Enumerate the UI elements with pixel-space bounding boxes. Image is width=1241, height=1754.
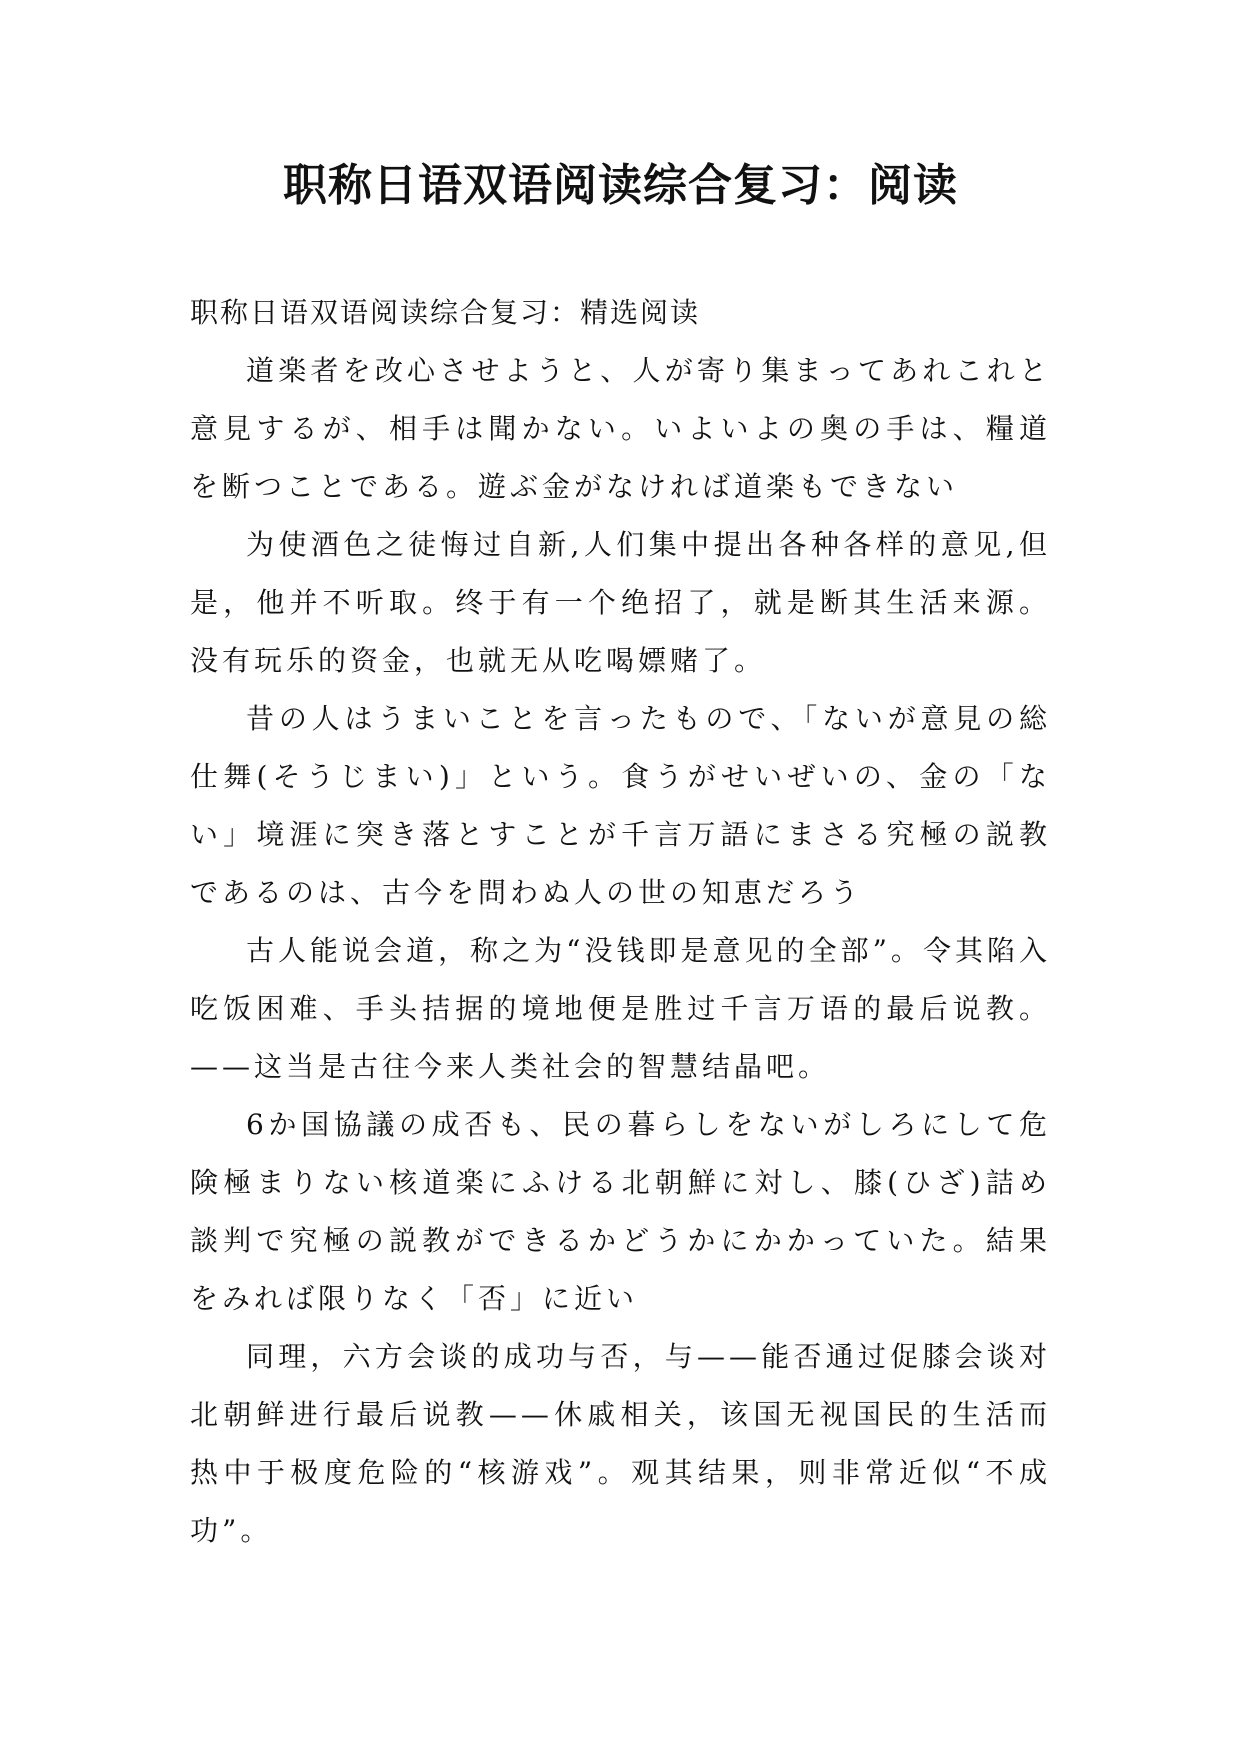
paragraph-japanese-1: 道楽者を改心させようと、人が寄り集まってあれこれと意見するが、相手は聞かない。いよいよの奥の手は、糧道を断つことである。遊ぶ金がなければ道楽もできない: [190, 354, 1051, 503]
document-subtitle: 职称日语双语阅读综合复习：精选阅读: [190, 296, 701, 329]
paragraph-japanese-3: 6か国協議の成否も、民の暮らしをないがしろにして危険極まりない核道楽にふける北朝鮮に対し、膝(ひざ)詰め談判で究極の説教ができるかどうかにかかっていた。結果をみれば限りなく「否」に近い: [190, 1108, 1051, 1315]
document-title: 职称日语双语阅读综合复习：阅读: [283, 160, 958, 211]
paragraph-chinese-1: 为使酒色之徒悔过自新,人们集中提出各种各样的意见,但是，他并不听取。终于有一个绝招了，就是断其生活来源。没有玩乐的资金，也就无从吃喝嫖赌了。: [190, 528, 1051, 677]
paragraph-chinese-3: 同理，六方会谈的成功与否，与——能否通过促膝会谈对北朝鲜进行最后说教——休戚相关，该国无视国民的生活而热中于极度危险的“核游戏”。观其结果，则非常近似“不成功”。: [190, 1340, 1051, 1547]
document-body: [190, 284, 1051, 1560]
paragraph-japanese-2: 昔の人はうまいことを言ったもので、「ないが意見の総仕舞(そうじまい)」という。食うがせいぜいの、金の「ない」境涯に突き落とすことが千言万語にまさる究極の説教であるのは、古今を問わぬ人の世の知恵だろう: [190, 702, 1051, 909]
paragraph-chinese-2: 古人能说会道，称之为“没钱即是意见的全部”。令其陷入吃饭困难、手头拮据的境地便是胜过千言万语的最后说教。——这当是古往今来人类社会的智慧结晶吧。: [190, 934, 1051, 1083]
